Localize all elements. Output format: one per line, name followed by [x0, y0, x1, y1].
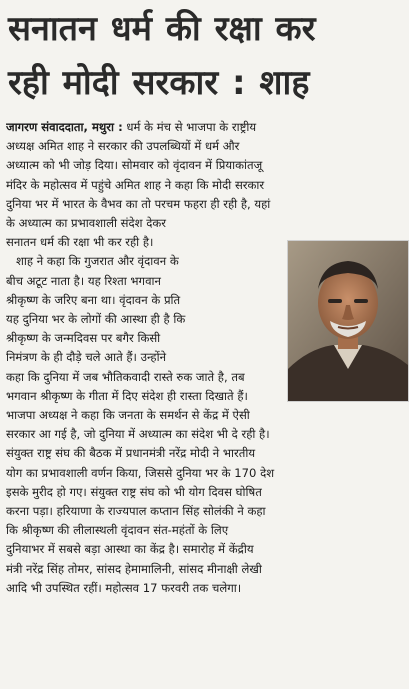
headline [8, 2, 404, 110]
article-line-18: संयुक्त राष्ट्र संघ की बैठक में प्रधानमंत्री नरेंद्र मोदी ने भारतीय [6, 446, 256, 461]
article-line-14: कहा कि दुनिया में जब भौतिकवादी रास्ते रुक जाते है, तब [6, 369, 245, 384]
article-line-2: अध्यक्ष अमित शाह ने सरकार की उपलब्धियों में धर्म और [6, 139, 240, 154]
article-line-24: मंत्री नरेंद्र सिंह तोमर, सांसद हेमामालिनी, सांसद मीनाक्षी लेखी [6, 561, 262, 576]
article-line-17: सरकार आ गई है, जो दुनिया में अध्यात्म का संदेश भी दे रही है। [6, 427, 270, 442]
article-line-1 [6, 118, 402, 137]
article-line-25: आदि भी उपस्थित रहीं। महोत्सव 17 फरवरी तक चलेगा। [6, 580, 242, 595]
article-line-19: योग का प्रभावशाली वर्णन किया, जिससे दुनिया भर के 170 देश [6, 465, 275, 480]
article-line-21: करना पड़ा। हरियाणा के राज्यपाल कप्तान सिंह सोलंकी ने कहा [6, 504, 266, 519]
article-line-9: बीच अटूट नाता है। यह रिश्ता भगवान [6, 273, 161, 288]
headline-line-1: सनातन धर्म की रक्षा कर [8, 9, 316, 49]
portrait-photo [287, 240, 409, 402]
byline: जागरण संवाददाता, मथुरा : [6, 120, 123, 134]
article-line-1-text: धर्म के मंच से भाजपा के राष्ट्रीय [126, 120, 257, 134]
article-line-10: श्रीकृष्ण के जरिए बना था। वृंदावन के प्रति [6, 292, 181, 307]
article-line-3: अध्यात्म को भी जोड़ दिया। सोमवार को वृंदावन में प्रियाकांतजू [6, 158, 263, 173]
article-line-4: मंदिर के महोत्सव में पहुंचे अमित शाह ने कहा कि मोदी सरकार [6, 177, 265, 192]
article-line-7: सनातन धर्म की रक्षा भी कर रही है। [6, 235, 154, 250]
portrait-illustration [288, 241, 408, 401]
headline-line-2: रही मोदी सरकार : शाह [8, 63, 310, 103]
article-line-11: यह दुनिया भर के लोगों की आस्था ही है कि [6, 312, 186, 327]
article-line-16: भाजपा अध्यक्ष ने कहा कि जनता के समर्थन से केंद्र में ऐसी [6, 408, 250, 423]
article-line-12: श्रीकृष्ण के जन्मदिवस पर बगैर किसी [6, 331, 161, 346]
article-line-23: दुनियाभर में सबसे बड़ा आस्था का केंद्र है। समारोह में केंद्रीय [6, 542, 254, 557]
article-line-22: कि श्रीकृष्ण की लीलास्थली वृंदावन संत-महंतों के लिए [6, 523, 229, 538]
article-line-5: दुनिया भर में भारत के वैभव का तो परचम फहरा ही रही है, यहां [6, 196, 271, 211]
article-line-13: निमंत्रण के ही दौड़े चले आते हैं। उन्होंने [6, 350, 167, 365]
article-line-6: के अध्यात्म का प्रभावशाली संदेश देकर [6, 216, 166, 231]
article-line-15: भगवान श्रीकृष्ण के गीता में दिए संदेश ही रास्ता दिखाते हैं। [6, 388, 248, 403]
article-line-20: इसके मुरीद हो गए। संयुक्त राष्ट्र संघ को भी योग दिवस घोषित [6, 484, 262, 499]
article-line-8: शाह ने कहा कि गुजरात और वृंदावन के [16, 254, 179, 269]
